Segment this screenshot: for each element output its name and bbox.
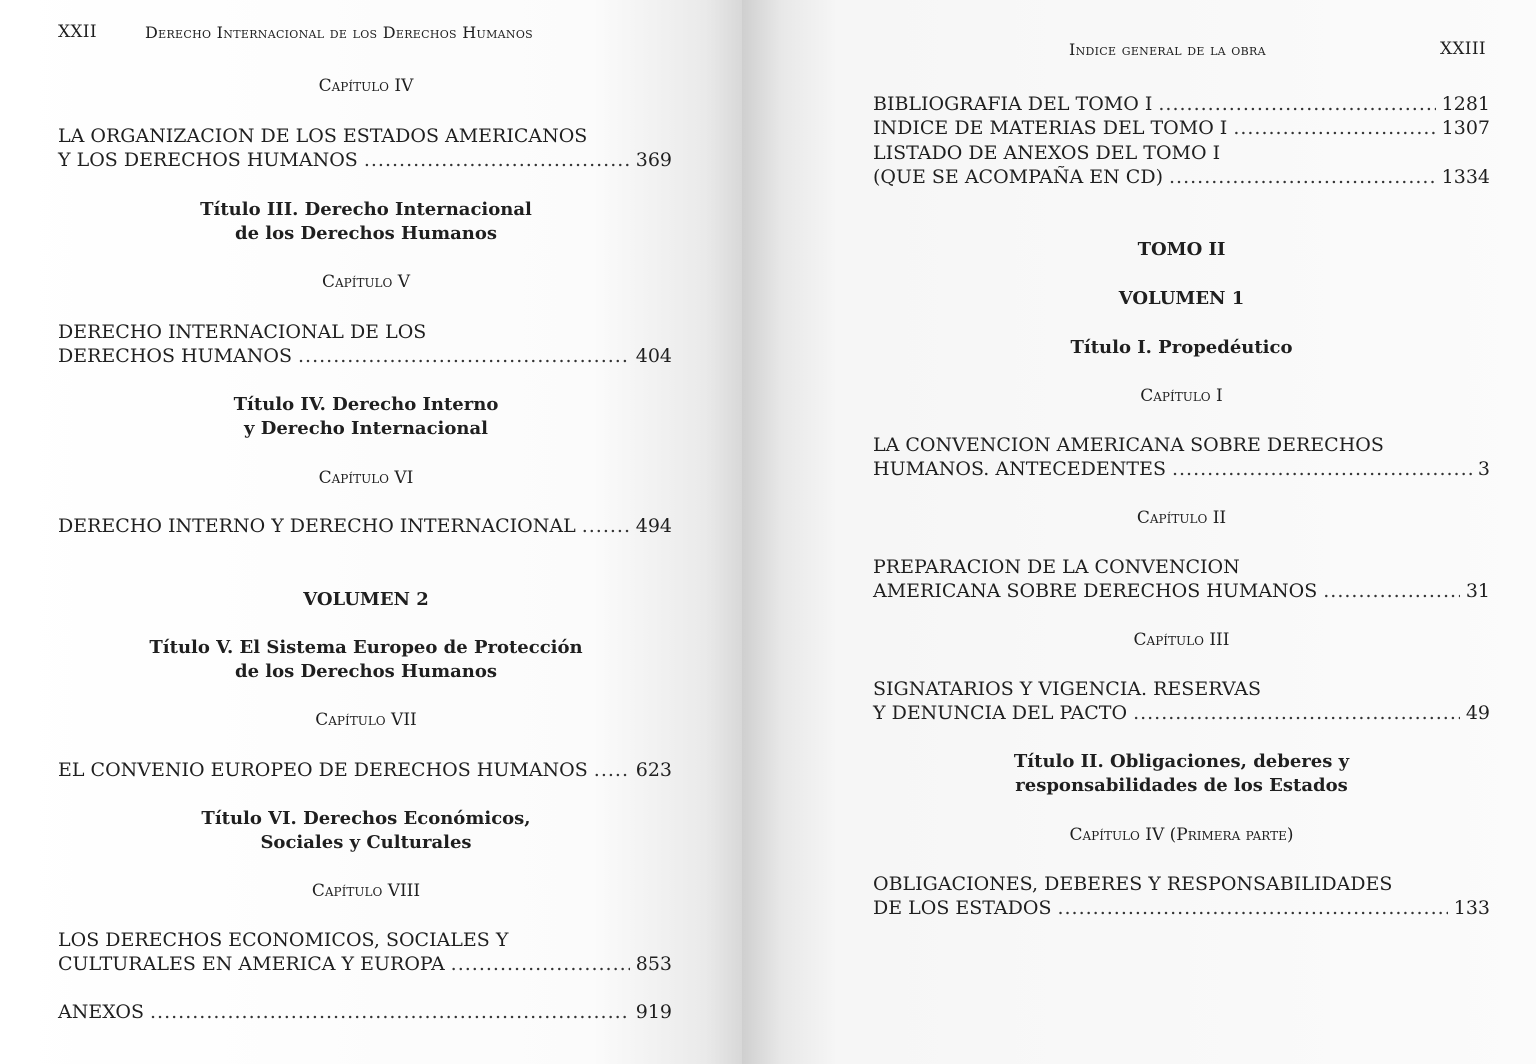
toc-entry-text: EL CONVENIO EUROPEO DE DERECHOS HUMANOS	[58, 759, 588, 781]
section-title: Título I. Propedéutico	[1070, 337, 1293, 358]
toc-entry	[873, 165, 1490, 189]
toc-page-number: 1281	[1441, 93, 1490, 115]
toc-page-number: 404	[635, 345, 672, 367]
toc-entry-text: PREPARACION DE LA CONVENCION	[873, 556, 1240, 578]
toc-page-number: 133	[1453, 897, 1490, 919]
toc-entry-text: (QUE SE ACOMPAÑA EN CD)	[873, 166, 1163, 188]
toc-entry	[58, 952, 672, 976]
toc-page-number: 853	[635, 953, 672, 975]
left-page	[0, 0, 742, 1064]
toc-entry	[58, 758, 672, 782]
toc-entry	[873, 92, 1490, 116]
toc-entry-text: DERECHOS HUMANOS	[58, 345, 292, 367]
toc-entry-text: INDICE DE MATERIAS DEL TOMO I	[873, 117, 1228, 139]
toc-entry-text: LA CONVENCION AMERICANA SOBRE DERECHOS	[873, 434, 1384, 456]
toc-page-number: 49	[1465, 702, 1490, 724]
toc-page-number: 623	[635, 759, 672, 781]
chapter-heading: Capítulo VIII	[311, 881, 421, 901]
toc-entry	[873, 896, 1490, 920]
toc-page-number: 369	[635, 149, 672, 171]
section-title: y Derecho Internacional	[244, 418, 488, 439]
toc-page-number: 31	[1465, 580, 1490, 602]
toc-entry	[58, 514, 672, 538]
toc-entry-text: HUMANOS. ANTECEDENTES	[873, 458, 1166, 480]
toc-entry-text: Y DENUNCIA DEL PACTO	[873, 702, 1128, 724]
volume-heading: VOLUMEN 2	[303, 589, 429, 610]
toc-entry	[873, 116, 1490, 140]
volume-heading: VOLUMEN 1	[1118, 288, 1245, 309]
toc-page-number: 1307	[1441, 117, 1490, 139]
toc-entry-text: CULTURALES EN AMERICA Y EUROPA	[58, 953, 445, 975]
toc-entry	[873, 701, 1490, 725]
toc-page-number: 1334	[1441, 166, 1490, 188]
toc-entry-text: OBLIGACIONES, DEBERES Y RESPONSABILIDADES	[873, 873, 1393, 895]
tomo-heading: TOMO II	[1137, 239, 1226, 260]
right-page	[742, 0, 1536, 1064]
section-title: Título III. Derecho Internacional	[200, 199, 532, 220]
toc-page-number: 919	[635, 1001, 672, 1023]
toc-entry-text: SIGNATARIOS Y VIGENCIA. RESERVAS	[873, 678, 1261, 700]
toc-entry	[58, 148, 672, 172]
chapter-heading: Capítulo IV	[318, 76, 414, 96]
chapter-heading: Capítulo II	[1136, 508, 1227, 528]
section-title: Sociales y Culturales	[260, 832, 472, 853]
left-running-head: Derecho Internacional de los Derechos Humanos	[145, 23, 533, 42]
toc-entry-text: DERECHO INTERNO Y DERECHO INTERNACIONAL	[58, 515, 576, 537]
chapter-heading: Capítulo VII	[315, 710, 417, 730]
toc-entry	[58, 344, 672, 368]
section-title: Título V. El Sistema Europeo de Protección	[149, 637, 583, 658]
toc-entry-text: LOS DERECHOS ECONOMICOS, SOCIALES Y	[58, 929, 509, 951]
toc-entry-text: DE LOS ESTADOS	[873, 897, 1052, 919]
chapter-heading: Capítulo VI	[318, 468, 414, 488]
toc-entry-text: Y LOS DERECHOS HUMANOS	[58, 149, 358, 171]
right-page-number: XXIII	[1440, 39, 1486, 59]
chapter-heading: Capítulo IV (Primera parte)	[1069, 825, 1294, 845]
chapter-heading: Capítulo I	[1140, 386, 1223, 406]
toc-entry-text: ANEXOS	[58, 1001, 145, 1023]
toc-page-number: 494	[635, 515, 672, 537]
section-title: Título VI. Derechos Económicos,	[201, 808, 531, 829]
section-title: Título IV. Derecho Interno	[233, 394, 499, 415]
section-title: de los Derechos Humanos	[234, 223, 498, 244]
toc-entry	[873, 579, 1490, 603]
section-title: Título II. Obligaciones, deberes y	[1013, 751, 1350, 772]
section-title: de los Derechos Humanos	[234, 661, 498, 682]
toc-page-number: 3	[1477, 458, 1490, 480]
toc-entry-text: LISTADO DE ANEXOS DEL TOMO I	[873, 142, 1221, 164]
chapter-heading: Capítulo III	[1133, 630, 1230, 650]
toc-entry	[873, 457, 1490, 481]
toc-entry-text: AMERICANA SOBRE DERECHOS HUMANOS	[873, 580, 1318, 602]
section-title: responsabilidades de los Estados	[1015, 775, 1348, 796]
left-page-number: XXII	[58, 22, 97, 42]
toc-entry	[58, 1000, 672, 1024]
toc-entry-text: DERECHO INTERNACIONAL DE LOS	[58, 321, 427, 343]
right-running-head: Indice general de la obra	[1069, 40, 1266, 59]
chapter-heading: Capítulo V	[321, 272, 411, 292]
toc-entry-text: LA ORGANIZACION DE LOS ESTADOS AMERICANOS	[58, 125, 588, 147]
toc-entry-text: BIBLIOGRAFIA DEL TOMO I	[873, 93, 1153, 115]
